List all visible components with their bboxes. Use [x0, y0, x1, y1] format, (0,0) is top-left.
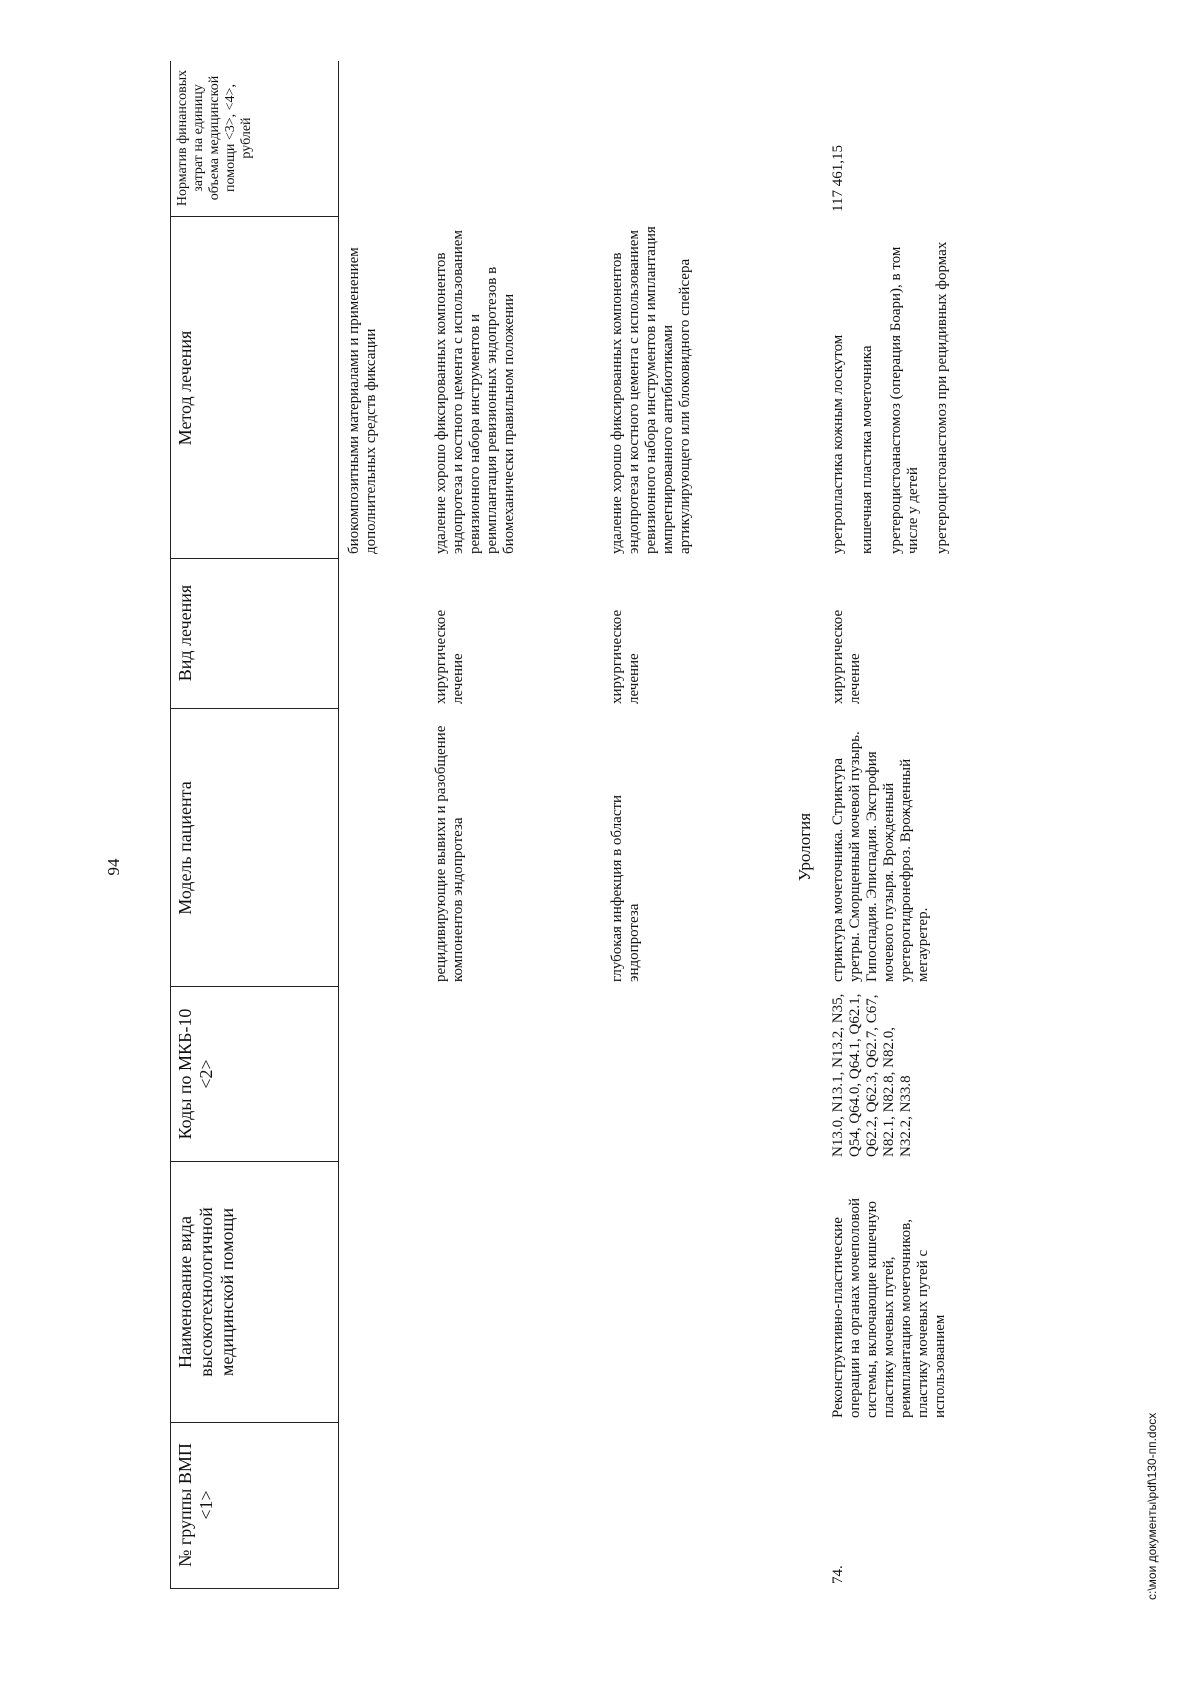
- row-treatment-method: удаление хорошо фиксированных компонентов эндопротеза и костного цемента с использованием ревизионного набора инструментов и реимплантация ревизионных эндопротезов в биомеханически правильном положении: [433, 230, 517, 554]
- section-title: Урология: [795, 812, 814, 882]
- column-divider: [170, 216, 338, 217]
- header-cost-standard: Норматив финансовых затрат на единицу объема медицинской помощи <3>, <4>, рублей: [175, 69, 254, 207]
- header-treatment-type: Вид лечения: [175, 584, 195, 682]
- treatment-method-item: кишечная пластика мочеточника: [859, 345, 875, 554]
- column-divider: [170, 558, 338, 559]
- row-74-patient-model: стриктура мочеточника. Стриктура уретры. Сморщенный мочевой пузырь. Гипоспадия. Эписпадия. Экстрофия мочевого пузыря. Врожденный уретерогидронефроз. Врожденный мегауретер.: [830, 731, 931, 982]
- row-74-care-name: Реконструктивно-пластические операции на органах мочеполовой системы, включающие кишечную пластику мочевых путей, реимплантацию мочеточников, пластику мочевых путей с использованием: [830, 1198, 948, 1418]
- row-74-number: 74.: [830, 1565, 846, 1584]
- row-treatment-type: хирургическое лечение: [609, 609, 642, 704]
- row-74-treatment-type: хирургическое лечение: [830, 609, 863, 704]
- row-74-treatment-methods: [830, 224, 963, 554]
- row-treatment-type: хирургическое лечение: [433, 609, 466, 704]
- table-border-left: [170, 1588, 338, 1589]
- treatment-method-item: уретероцистоанастомоз при рецидивных формах: [934, 241, 950, 554]
- header-icd-codes: Коды по МКБ-10 <2>: [175, 1008, 216, 1140]
- column-divider: [170, 986, 338, 987]
- column-divider: [170, 1422, 338, 1423]
- treatment-method-item: уретероцистоанастомоз (операция Боари), в том числе у детей: [888, 246, 921, 554]
- row-patient-model: рецидивирующие вывихи и разобщение компонентов эндопротеза: [433, 725, 466, 982]
- header-patient-model: Модель пациента: [175, 781, 195, 915]
- row-treatment-method: удаление хорошо фиксированных компонентов эндопротеза и костного цемента с использованием ревизионного набора инструментов и имплантация импрегнированного антибиотиками артикулирующего или блоковидного спейсера: [609, 226, 693, 554]
- table-border-bottom: [338, 61, 339, 1589]
- row-74-icd-codes: N13.0, N13.1, N13.2, N35, Q54, Q64.0, Q64.1, Q62.1, Q62.2, Q62.3, Q62.7, C67, N82.1, N82.8, N82.0, N32.2, N33.8: [830, 993, 914, 1157]
- page-number: 94: [104, 858, 123, 876]
- table-border-top: [170, 61, 171, 1589]
- treatment-method-item: уретропластика кожным лоскутом: [830, 334, 846, 554]
- header-care-type-name: Наименование вида высокотехнологичной медицинской помощи: [175, 1207, 237, 1377]
- row-patient-model: глубокая инфекция в области эндопротеза: [609, 794, 642, 982]
- header-group-number: № группы ВМП <1>: [175, 1443, 216, 1567]
- footer-file-path: c:\мои документы\pdf\130-пп.docx: [1145, 1412, 1159, 1600]
- header-treatment-method: Метод лечения: [175, 330, 195, 446]
- column-divider: [170, 708, 338, 709]
- continued-method-text: биокомпозитными материалами и применением дополнительных средств фиксации: [346, 247, 379, 554]
- column-divider: [170, 1161, 338, 1162]
- row-74-cost: 117 461,15: [830, 145, 846, 212]
